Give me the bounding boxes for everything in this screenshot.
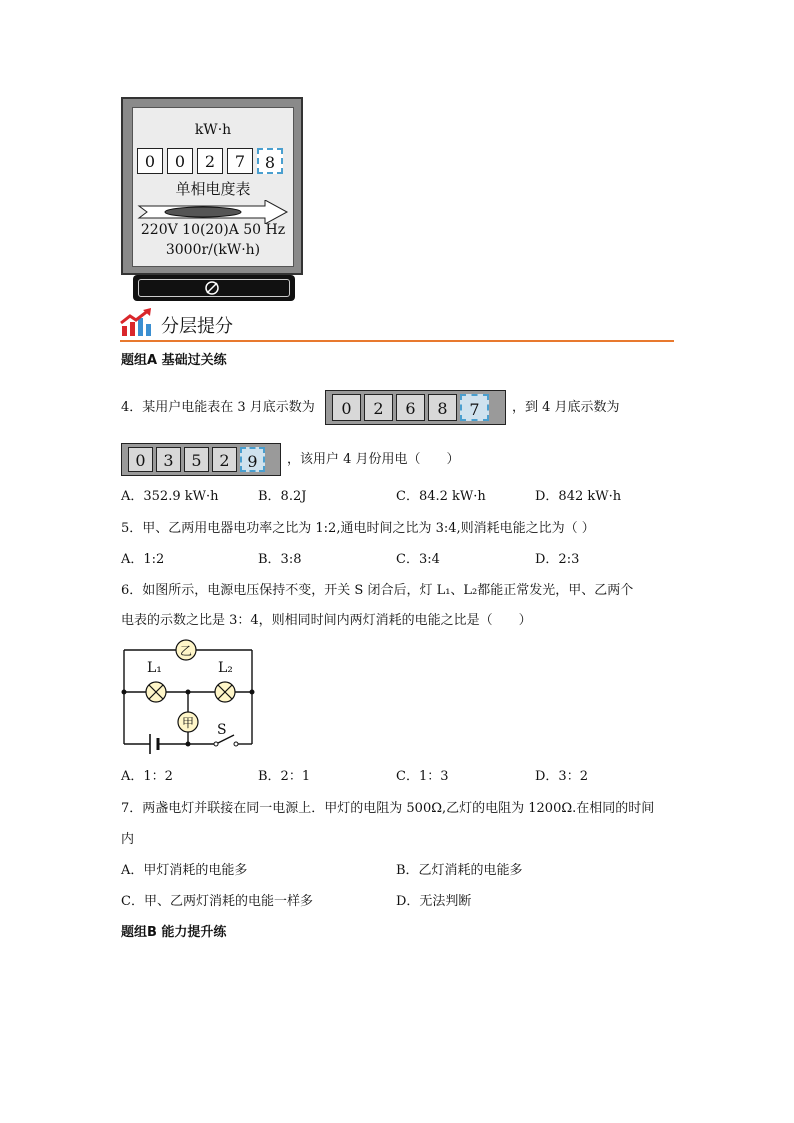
meter-digit: 2	[197, 148, 223, 174]
slash-circle-icon	[204, 280, 220, 296]
q6-option-a: A．1：2	[121, 769, 173, 784]
q6-option-b: B．2：1	[258, 769, 311, 784]
meter-digit: 0	[167, 148, 193, 174]
lamp-l1-label: L₁	[147, 660, 162, 676]
reading-digit: 2	[364, 394, 393, 421]
q6-option-d: D．3：2	[535, 769, 588, 784]
reading-digit: 2	[212, 447, 237, 472]
meter-digit-decimal: 8	[257, 148, 283, 174]
q4-text-b: ，到 4 月底示数为	[512, 400, 620, 415]
q7-option-d: D．无法判断	[396, 894, 472, 909]
reading-digit: 0	[332, 394, 361, 421]
q6-line2: 电表的示数之比是 3：4，则相同时间内两灯消耗的电能之比是（ ）	[121, 613, 532, 628]
meter-spec-rating: 220V 10(20)A 50 Hz	[140, 222, 286, 238]
q6-option-c: C．1：3	[396, 769, 449, 784]
reading-digit-decimal: 7	[460, 394, 489, 421]
reading-digit: 5	[184, 447, 209, 472]
q5-text: 5．甲、乙两用电器电功率之比为 1:2,通电时间之比为 3:4,则消耗电能之比为（ ）	[121, 521, 595, 536]
q5-option-d: D．2:3	[535, 552, 580, 567]
reading-digit-decimal: 9	[240, 447, 265, 472]
reading-digit: 8	[428, 394, 457, 421]
meter-spec-constant: 3000r/(kW·h)	[165, 242, 261, 258]
q6-line1: 6．如图所示，电源电压保持不变，开关 S 闭合后，灯 L₁、L₂都能正常发光，甲、乙两个	[121, 583, 634, 598]
q4-text-a: 4．某用户电能表在 3 月底示数为	[121, 400, 315, 415]
q7-line1: 7．两盏电灯并联接在同一电源上．甲灯的电阻为 500Ω,乙灯的电阻为 1200Ω.在相同的时间	[121, 801, 655, 816]
q4-reading-march	[325, 390, 506, 425]
arrow-disc-icon	[137, 200, 289, 224]
reading-digit: 3	[156, 447, 181, 472]
lamp-l2-label: L₂	[218, 660, 233, 676]
section-title: 分层提分	[161, 316, 233, 337]
meter-face	[132, 107, 294, 267]
q7-option-b: B．乙灯消耗的电能多	[396, 863, 523, 878]
q5-option-c: C．3:4	[396, 552, 440, 567]
group-a-heading: 题组A 基础过关练	[121, 353, 227, 368]
meter-base	[133, 275, 295, 301]
q5-option-a: A．1:2	[121, 552, 165, 567]
meter-name: 单相电度表	[175, 180, 251, 198]
electric-meter-figure	[121, 97, 303, 275]
meter-yi-label: 乙	[180, 644, 193, 658]
q4-reading-april	[121, 443, 281, 476]
meter-digit: 7	[227, 148, 253, 174]
q4-option-d: D．842 kW·h	[535, 489, 622, 504]
q7-option-a: A．甲灯消耗的电能多	[121, 863, 248, 878]
q4-option-c: C．84.2 kW·h	[396, 489, 486, 504]
group-b-heading: 题组B 能力提升练	[121, 925, 227, 940]
q5-option-b: B．3:8	[258, 552, 302, 567]
reading-digit: 6	[396, 394, 425, 421]
switch-s-label: S	[217, 722, 227, 738]
q4-option-a: A．352.9 kW·h	[121, 489, 219, 504]
q4-option-b: B．8.2J	[258, 489, 307, 504]
q7-line2: 内	[121, 832, 135, 847]
growth-chart-icon	[120, 308, 154, 338]
meter-unit: kW·h	[194, 122, 232, 138]
meter-digits	[137, 148, 283, 174]
meter-jia-label: 甲	[182, 716, 195, 730]
reading-digit: 0	[128, 447, 153, 472]
q7-option-c: C．甲、乙两灯消耗的电能一样多	[121, 894, 313, 909]
section-divider	[120, 340, 674, 342]
meter-digit: 0	[137, 148, 163, 174]
q4-text-c: ，该用户 4 月份用电（ ）	[287, 452, 460, 467]
